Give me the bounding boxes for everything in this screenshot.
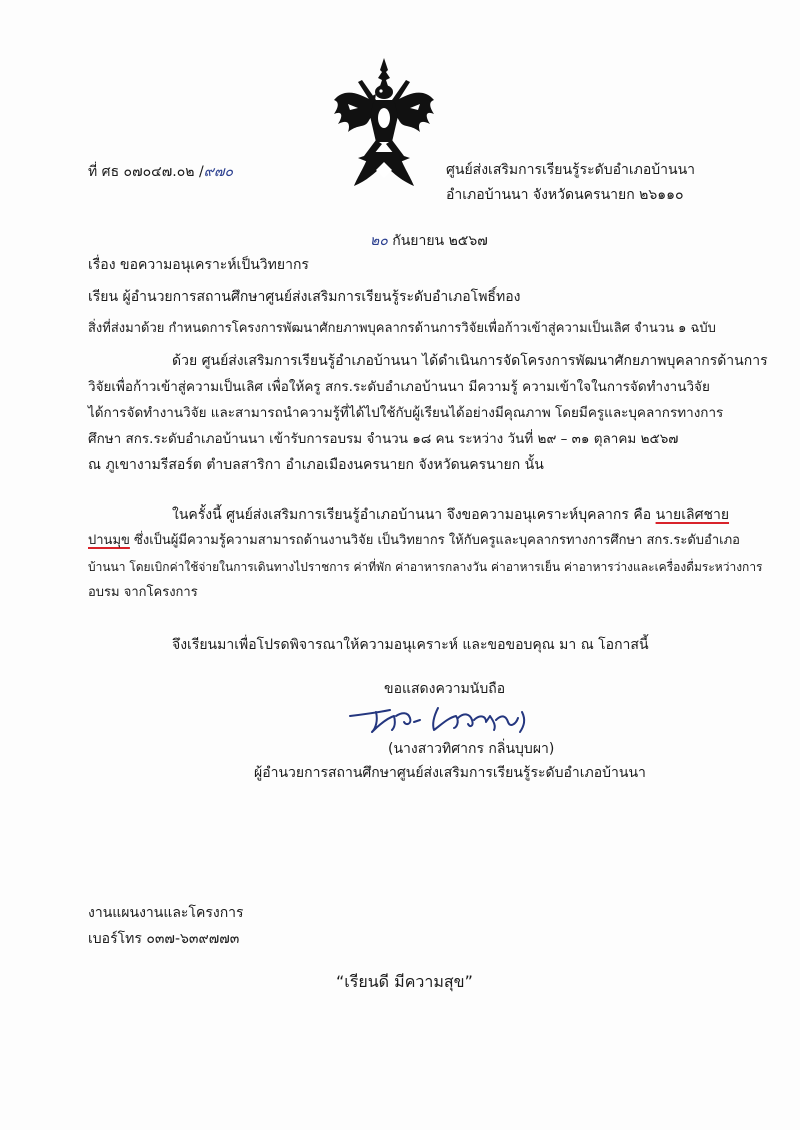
- slogan: “เรียนดี มีความสุข”: [336, 972, 473, 991]
- sender-address: อำเภอบ้านนา จังหวัดนครนายก ๒๖๑๑๐: [446, 187, 684, 203]
- signatory-name: (นางสาวทิศากร กลิ่นบุบผา): [388, 741, 555, 757]
- speaker-last-name: ปานมุข: [88, 533, 130, 548]
- garuda-emblem-icon: [328, 52, 440, 192]
- paragraph-2-text: ซึ่งเป็นผู้มีความรู้ความสามารถด้านงานวิจัย เป็นวิทยากร ให้กับครูและบุคลากรทางการศึกษา สกร.ระดับอำเภอ: [129, 533, 740, 548]
- paragraph-1-line: ด้วย ศูนย์ส่งเสริมการเรียนรู้อำเภอบ้านนา ได้ดำเนินการจัดโครงการพัฒนาศักยภาพบุคลากรด้านการ: [172, 353, 768, 369]
- body-paragraph-2: [88, 502, 763, 606]
- sender-office: ศูนย์ส่งเสริมการเรียนรู้ระดับอำเภอบ้านนา: [446, 162, 696, 178]
- enclosure-line: สิ่งที่ส่งมาด้วย กำหนดการโครงการพัฒนาศักยภาพบุคลากรด้านการวิจัยเพื่อก้าวเข้าสู่ความเป็นเลิศ จำนวน ๑ ฉบับ: [88, 321, 716, 336]
- document-number-handwritten: ๙๗๐: [203, 164, 234, 180]
- document-number-prefix: ที่ ศธ ๐๗๐๔๗.๐๒ /: [88, 164, 204, 180]
- subject-line: เรื่อง ขอความอนุเคราะห์เป็นวิทยากร: [88, 257, 309, 273]
- paragraph-2-line-2: [88, 528, 740, 554]
- date-day-handwritten: ๒๐: [370, 233, 388, 249]
- paragraph-1-line: ศึกษา สกร.ระดับอำเภอบ้านนา เข้ารับการอบรม จำนวน ๑๘ คน ระหว่าง วันที่ ๒๙ – ๓๑ ตุลาคม ๒๕๖๗: [88, 431, 679, 447]
- salutation-line: เรียน ผู้อำนวยการสถานศึกษาศูนย์ส่งเสริมการเรียนรู้ระดับอำเภอโพธิ์ทอง: [88, 289, 521, 305]
- speaker-first-name: นายเลิศชาย: [655, 507, 730, 523]
- paragraph-2-line-4: อบรม จากโครงการ: [88, 585, 198, 600]
- signatory-position: ผู้อำนวยการสถานศึกษาศูนย์ส่งเสริมการเรียนรู้ระดับอำเภอบ้านนา: [254, 765, 646, 781]
- closing-paragraph: จึงเรียนมาเพื่อโปรดพิจารณาให้ความอนุเคราะห์ และขอขอบคุณ มา ณ โอกาสนี้: [172, 637, 649, 653]
- date-month-year: กันยายน ๒๕๖๗: [392, 233, 488, 249]
- body-paragraph-1: [88, 348, 768, 478]
- paragraph-2-line-3: บ้านนา โดยเบิกค่าใช้จ่ายในการเดินทางไปราชการ ค่าที่พัก ค่าอาหารกลางวัน ค่าอาหารเย็น ค่าอาหารว่างและเครื่องดื่มระหว่างการ: [88, 560, 763, 574]
- paragraph-2-line-1: [88, 502, 728, 528]
- footer-phone: เบอร์โทร ๐๓๗-๖๓๙๗๗๓: [88, 931, 240, 947]
- paragraph-1-line: ได้การจัดทำงานวิจัย และสามารถนำความรู้ที่ได้ไปใช้กับผู้เรียนได้อย่างมีคุณภาพ โดยมีครูและบุคลากรทางการ: [88, 405, 724, 421]
- signature-icon: [346, 694, 546, 740]
- letter-date: [370, 232, 488, 250]
- paragraph-2-text: ในครั้งนี้ ศูนย์ส่งเสริมการเรียนรู้อำเภอบ้านนา จึงขอความอนุเคราะห์บุคลากร คือ: [172, 507, 656, 523]
- regards-line: ขอแสดงความนับถือ: [384, 681, 506, 697]
- footer-department: งานแผนงานและโครงการ: [88, 905, 244, 921]
- paragraph-1-line: วิจัยเพื่อก้าวเข้าสู่ความเป็นเลิศ เพื่อให้ครู สกร.ระดับอำเภอบ้านนา มีความรู้ ความเข้าใจในการจัดทำงานวิจัย: [88, 379, 710, 395]
- paragraph-1-line: ณ ภูเขางามรีสอร์ต ตำบลสาริกา อำเภอเมืองนครนายก จังหวัดนครนายก นั้น: [88, 457, 544, 473]
- document-number: [88, 163, 233, 181]
